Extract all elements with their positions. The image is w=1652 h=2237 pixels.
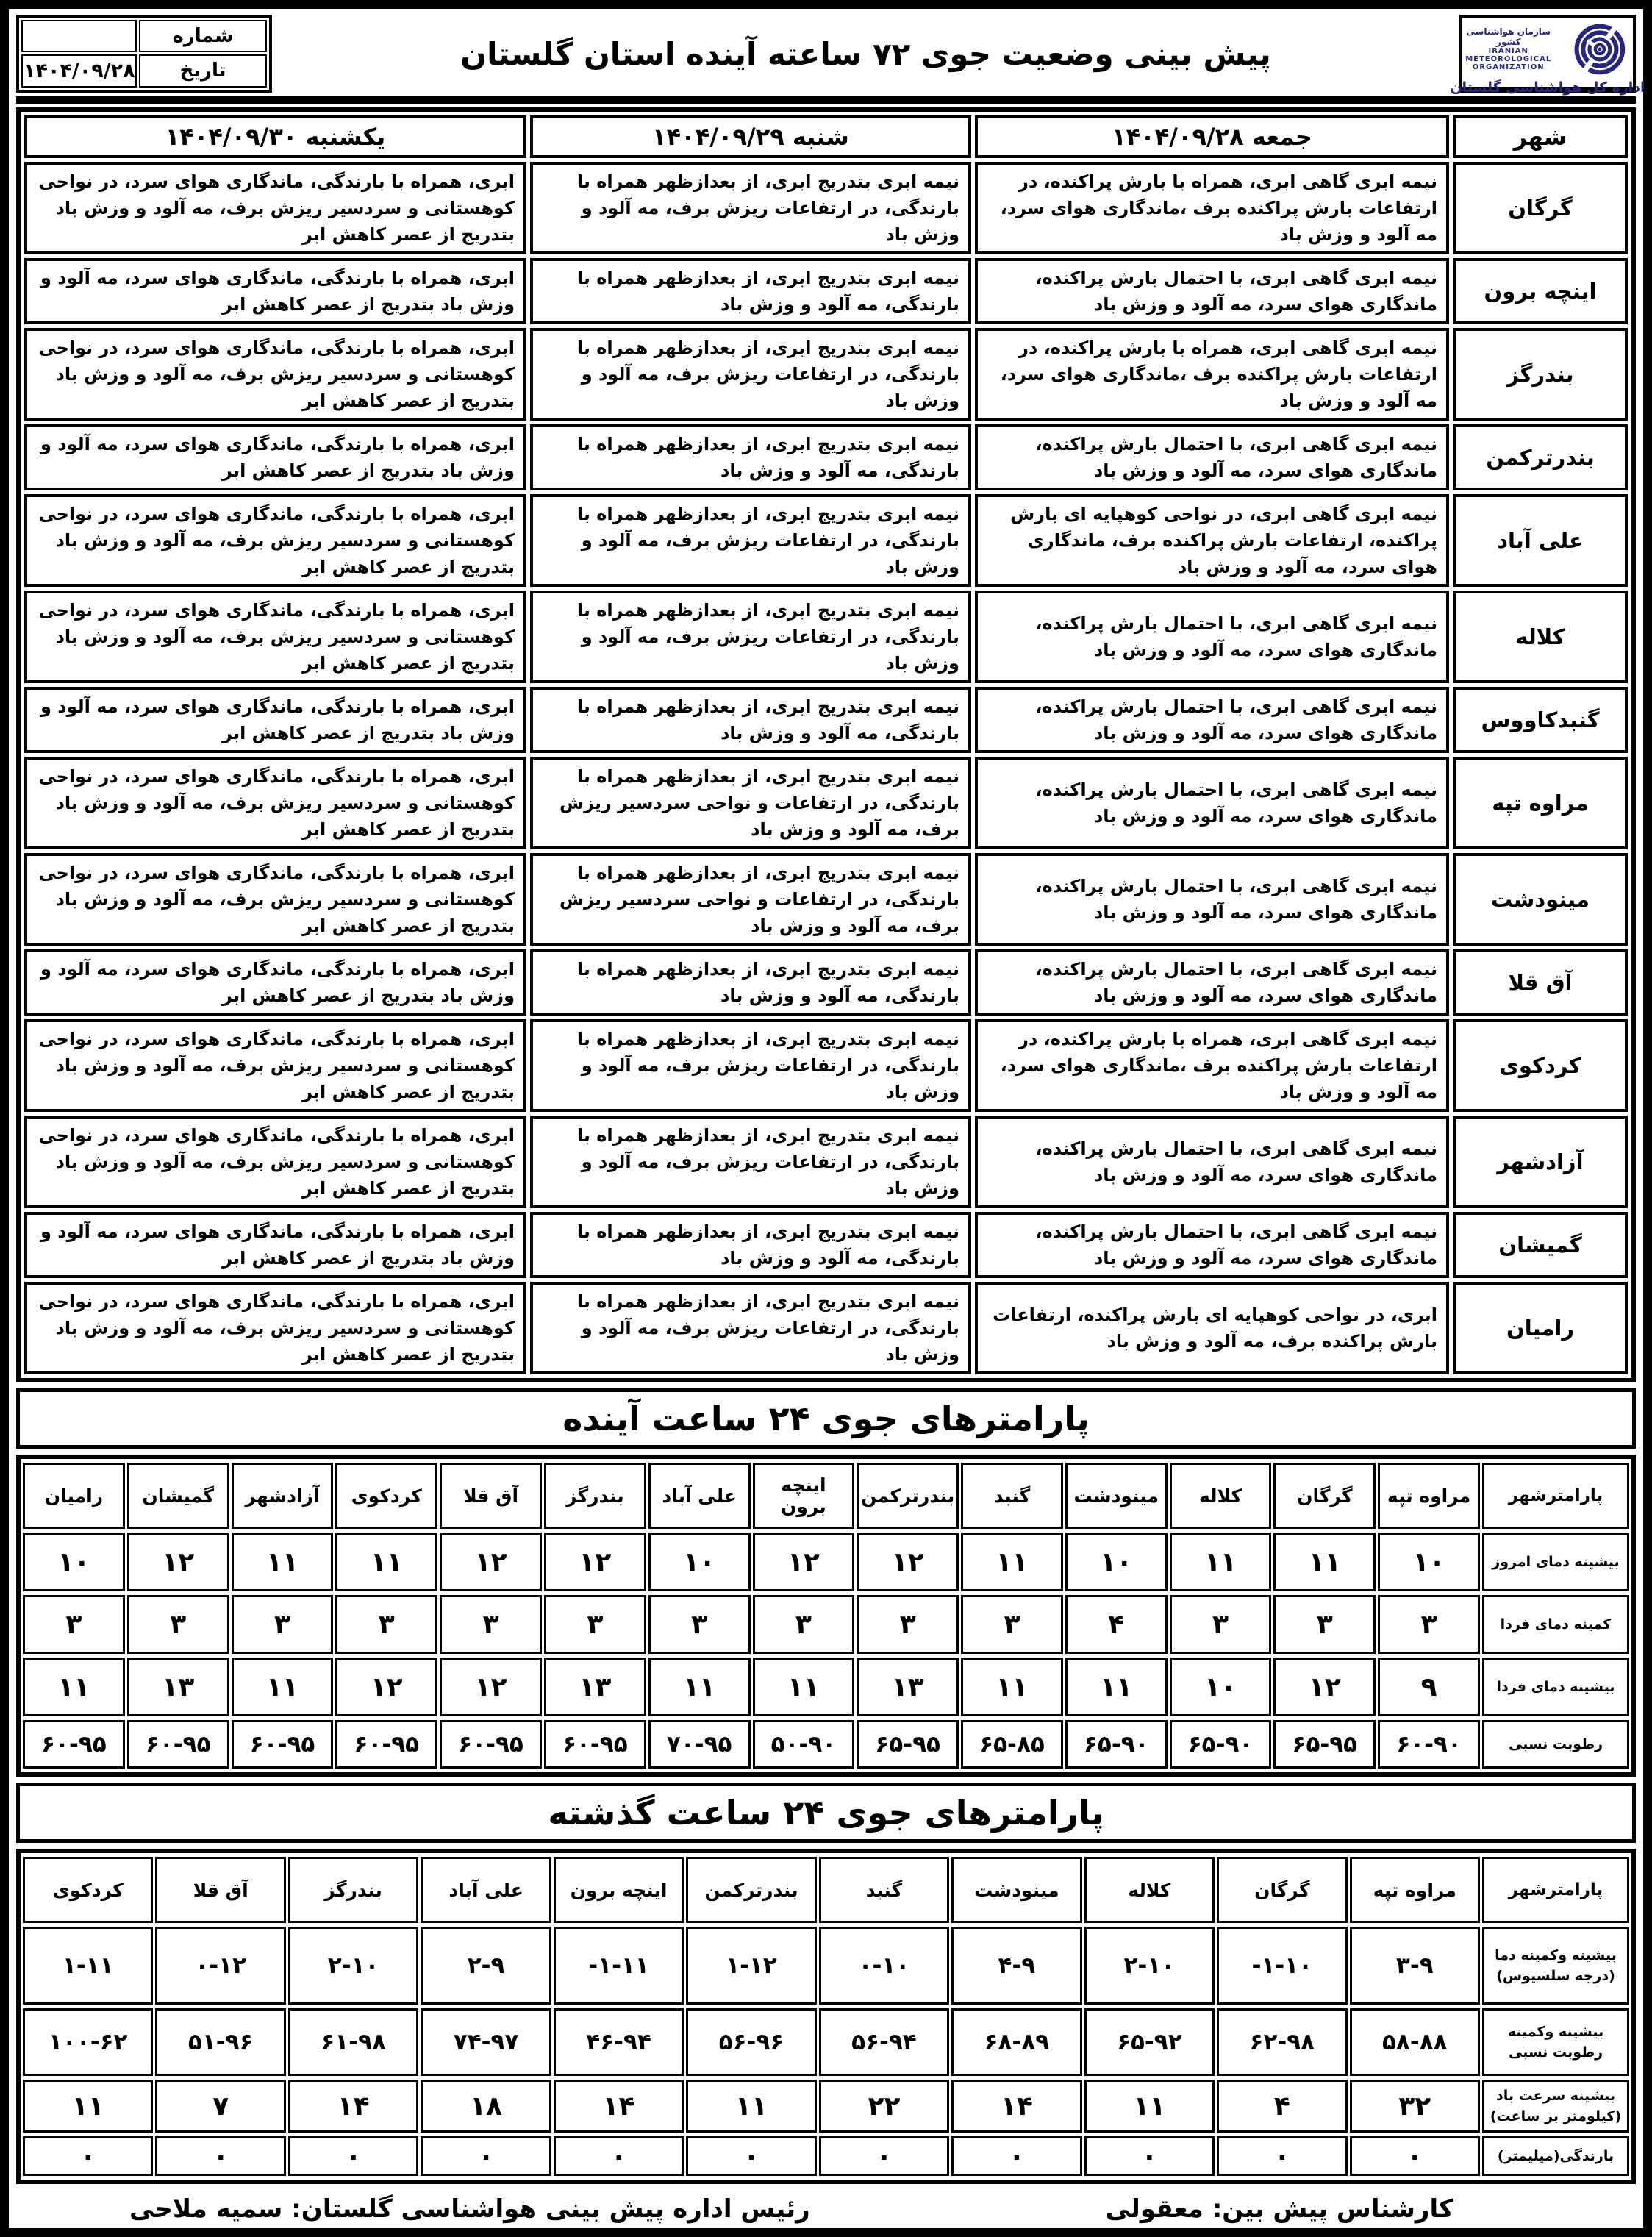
forecast-cell-friday: نیمه ابری گاهی ابری، با احتمال بارش پراکنده، ماندگاری هوای سرد، مه آلود و وزش باد (975, 853, 1449, 946)
params-value: ۴۶-۹۴ (554, 2008, 684, 2076)
city-column-header: شهر (1453, 115, 1628, 158)
params-value: ۱۲ (335, 1658, 437, 1716)
params-value: ۶۲-۹۸ (1217, 2008, 1347, 2076)
logo-row (1459, 19, 1635, 79)
logo-fa-text: سازمان هواشناسی کشور (1466, 26, 1551, 47)
day-header-friday: جمعه ۱۴۰۴/۰۹/۲۸ (975, 115, 1449, 158)
params-value: ۱۰۰-۶۲ (23, 2008, 153, 2076)
params-value: ۱۱ (648, 1658, 751, 1716)
forecast-cell-sunday: ابری، همراه با بارندگی، ماندگاری هوای سرد، در نواحی کوهستانی و سردسیر ریزش برف، مه آلود و وزش باد بتدریج از عصر کاهش ابر (24, 1116, 526, 1208)
params-value: ۶۵-۹۵ (857, 1720, 959, 1769)
forecast-row (24, 258, 1628, 324)
city-name: بندرترکمن (1453, 424, 1628, 490)
forecast-cell-saturday: نیمه ابری بتدریج ابری، از بعدازظهر همراه با بارندگی، در ارتفاعات ریزش برف، مه آلود و وزش باد (530, 1282, 971, 1374)
params-value: ۶۰-۹۵ (335, 1720, 437, 1769)
params-value: ۴-۹ (951, 1927, 1081, 2005)
forecast-row (24, 949, 1628, 1016)
params-value: ۳-۹ (1350, 1927, 1480, 2005)
params-city-header: مراوه تپه (1350, 1857, 1480, 1923)
params-value: ۳ (440, 1595, 542, 1654)
params-city-header: گنبد (819, 1857, 949, 1923)
city-name: بندرگز (1453, 328, 1628, 421)
params-value: ۱۱ (232, 1533, 334, 1591)
date-row (21, 54, 267, 88)
forecast-cell-friday: نیمه ابری گاهی ابری، با احتمال بارش پراکنده، ماندگاری هوای سرد، مه آلود و وزش باد (975, 258, 1449, 324)
params-value: ۱۲ (857, 1533, 959, 1591)
params-row (23, 2008, 1629, 2076)
params-value: ۶۰-۹۵ (23, 1720, 125, 1769)
params-value: ۱۰ (1065, 1533, 1168, 1591)
forecast-row (24, 494, 1628, 587)
params-value: ۶۸-۸۹ (951, 2008, 1081, 2076)
forecast-cell-saturday: نیمه ابری بتدریج ابری، از بعدازظهر همراه با بارندگی، مه آلود و وزش باد (530, 258, 971, 324)
forecast-cell-sunday: ابری، همراه با بارندگی، ماندگاری هوای سرد، مه آلود و وزش باد بتدریج از عصر کاهش ابر (24, 258, 526, 324)
forecast-cell-friday: ابری، در نواحی کوهپایه ای بارش پراکنده، ارتفاعات بارش پراکنده برف، مه آلود و وزش باد (975, 1282, 1449, 1374)
params-value: ۱۴ (554, 2080, 684, 2133)
params-value: ۱-۱۱ (23, 1927, 153, 2005)
params-city-header: آق قلا (440, 1463, 542, 1529)
params-value: ۰ (819, 2136, 949, 2176)
params-value: ۳ (1170, 1595, 1272, 1654)
params-header-row (23, 1857, 1629, 1923)
params-value: ۵۶-۹۴ (819, 2008, 949, 2076)
params-city-header: اینچه برون (554, 1857, 684, 1923)
params-value: ۳ (857, 1595, 959, 1654)
params-value: ۳ (648, 1595, 751, 1654)
forecast-cell-sunday: ابری، همراه با بارندگی، ماندگاری هوای سرد، مه آلود و وزش باد بتدریج از عصر کاهش ابر (24, 687, 526, 753)
params-value: ۱-۱۲ (686, 1927, 816, 2005)
forecast-cell-saturday: نیمه ابری بتدریج ابری، از بعدازظهر همراه با بارندگی، در ارتفاعات ریزش برف، مه آلود و وزش باد (530, 162, 971, 254)
params-value: ۴ (1065, 1595, 1168, 1654)
logo-box (1450, 15, 1645, 96)
forecast-row (24, 162, 1628, 254)
params-value: ۶۰-۹۵ (440, 1720, 542, 1769)
forecast-cell-sunday: ابری، همراه با بارندگی، ماندگاری هوای سرد، در نواحی کوهستانی و سردسیر ریزش برف، مه آلود و وزش باد بتدریج از عصر کاهش ابر (24, 494, 526, 587)
params-value: ۱۰ (648, 1533, 751, 1591)
forecast-cell-friday: نیمه ابری گاهی ابری، با احتمال بارش پراکنده، ماندگاری هوای سرد، مه آلود و وزش باد (975, 687, 1449, 753)
city-name: مینودشت (1453, 853, 1628, 946)
next24-section-title: پارامترهای جوی ۲۴ ساعت آینده (16, 1388, 1636, 1449)
params-row (23, 1533, 1629, 1591)
params-value: ۲۲ (819, 2080, 949, 2133)
params-row (23, 1595, 1629, 1654)
params-corner-header: پارامترشهر (1482, 1857, 1629, 1923)
params-value: ۰ (1350, 2136, 1480, 2176)
forecast-cell-sunday: ابری، همراه با بارندگی، ماندگاری هوای سرد، در نواحی کوهستانی و سردسیر ریزش برف، مه آلود و وزش باد بتدریج از عصر کاهش ابر (24, 591, 526, 683)
city-name: کلاله (1453, 591, 1628, 683)
params-row (23, 1927, 1629, 2005)
params-row (23, 2136, 1629, 2176)
params-value: ۳ (1273, 1595, 1376, 1654)
params-value: ۵۱-۹۶ (155, 2008, 285, 2076)
forecast-cell-friday: نیمه ابری گاهی ابری، همراه با بارش پراکنده، در ارتفاعات بارش پراکنده برف ،ماندگاری هوای سرد، مه آلود و وزش باد (975, 162, 1449, 254)
params-value: ۶۰-۹۵ (127, 1720, 229, 1769)
params-value: ۱۲ (1273, 1658, 1376, 1716)
forecast-row (24, 687, 1628, 753)
params-value: ۱۱ (686, 2080, 816, 2133)
city-name: گرگان (1453, 162, 1628, 254)
city-name: رامیان (1453, 1282, 1628, 1374)
params-value: ۱۰ (23, 1533, 125, 1591)
forecast-cell-saturday: نیمه ابری بتدریج ابری، از بعدازظهر همراه با بارندگی، در ارتفاعات و نواحی سردسیر ریزش برف، مه آلود و وزش باد (530, 757, 971, 849)
forecast-cell-friday: نیمه ابری گاهی ابری، همراه با بارش پراکنده، در ارتفاعات بارش پراکنده برف ،ماندگاری هوای سرد، مه آلود و وزش باد (975, 328, 1449, 421)
logo-en-line2: METEOROLOGICAL (1465, 54, 1552, 63)
city-name: علی آباد (1453, 494, 1628, 587)
forecast-cell-friday: نیمه ابری گاهی ابری، با احتمال بارش پراکنده، ماندگاری هوای سرد، مه آلود و وزش باد (975, 757, 1449, 849)
params-value: ۰ (421, 2136, 551, 2176)
params-value: ۳۲ (1350, 2080, 1480, 2133)
params-value: ۱۲ (127, 1533, 229, 1591)
logo-en-line1: IRANIAN (1488, 46, 1528, 55)
params-value: ۰-۱۲ (155, 1927, 285, 2005)
params-value: ۱۱ (232, 1658, 334, 1716)
params-value: ۲-۹ (421, 1927, 551, 2005)
params-value: ۱۱ (1170, 1533, 1272, 1591)
forecast-table (16, 107, 1636, 1382)
number-row (21, 20, 267, 52)
params-value: ۳ (232, 1595, 334, 1654)
forecast-row (24, 1019, 1628, 1112)
params-value: ۶۱-۹۸ (288, 2008, 418, 2076)
params-city-header: کلاله (1084, 1857, 1215, 1923)
params-city-header: گمیشان (127, 1463, 229, 1529)
params-city-header: گنبد (961, 1463, 1063, 1529)
number-label: شماره (139, 20, 267, 52)
next24-table (16, 1455, 1636, 1777)
separator-band (16, 96, 1636, 104)
params-value: ۰ (554, 2136, 684, 2176)
forecast-cell-sunday: ابری، همراه با بارندگی، ماندگاری هوای سرد، در نواحی کوهستانی و سردسیر ریزش برف، مه آلود و وزش باد بتدریج از عصر کاهش ابر (24, 757, 526, 849)
params-city-header: آق قلا (155, 1857, 285, 1923)
params-row-label: بیشینه وکمینه رطوبت نسبی (1482, 2008, 1629, 2076)
params-value: ۱۱ (961, 1658, 1063, 1716)
params-city-header: کردکوی (335, 1463, 437, 1529)
params-value: ۰ (288, 2136, 418, 2176)
forecast-cell-sunday: ابری، همراه با بارندگی، ماندگاری هوای سرد، مه آلود و وزش باد بتدریج از عصر کاهش ابر (24, 949, 526, 1016)
params-value: ۷ (155, 2080, 285, 2133)
params-city-header: گرگان (1217, 1857, 1347, 1923)
params-value: ۱۲ (440, 1658, 542, 1716)
city-name: گمیشان (1453, 1212, 1628, 1278)
header-bar (16, 15, 1645, 96)
forecast-cell-saturday: نیمه ابری بتدریج ابری، از بعدازظهر همراه با بارندگی، در ارتفاعات ریزش برف، مه آلود و وزش باد (530, 494, 971, 587)
params-value: ۱۱ (961, 1533, 1063, 1591)
forecast-cell-saturday: نیمه ابری بتدریج ابری، از بعدازظهر همراه با بارندگی، مه آلود و وزش باد (530, 424, 971, 490)
params-value: ۰-۱۰ (819, 1927, 949, 2005)
params-value: ۶۵-۹۲ (1084, 2008, 1215, 2076)
date-label: تاریخ (139, 54, 267, 88)
params-city-header: کردکوی (23, 1857, 153, 1923)
params-value: ۳ (544, 1595, 646, 1654)
params-corner-header: پارامترشهر (1482, 1463, 1629, 1529)
day-header-sunday: یکشنبه ۱۴۰۴/۰۹/۳۰ (24, 115, 526, 158)
params-city-header: گرگان (1273, 1463, 1376, 1529)
footer (16, 2194, 1636, 2224)
params-row-label: بیشینه سرعت باد (کیلومتر بر ساعت) (1482, 2080, 1629, 2133)
forecast-cell-friday: نیمه ابری گاهی ابری، با احتمال بارش پراکنده، ماندگاری هوای سرد، مه آلود و وزش باد (975, 1212, 1449, 1278)
met-org-spiral-icon (1560, 19, 1636, 79)
forecast-cell-saturday: نیمه ابری بتدریج ابری، از بعدازظهر همراه با بارندگی، مه آلود و وزش باد (530, 949, 971, 1016)
params-value: ۳ (961, 1595, 1063, 1654)
forecast-cell-friday: نیمه ابری گاهی ابری، با احتمال بارش پراکنده، ماندگاری هوای سرد، مه آلود و وزش باد (975, 1116, 1449, 1208)
forecast-cell-friday: نیمه ابری گاهی ابری، با احتمال بارش پراکنده، ماندگاری هوای سرد، مه آلود و وزش باد (975, 424, 1449, 490)
past24-section-title: پارامترهای جوی ۲۴ ساعت گذشته (16, 1783, 1636, 1843)
params-value: ۶۰-۹۵ (544, 1720, 646, 1769)
params-value: ۰ (155, 2136, 285, 2176)
forecast-cell-saturday: نیمه ابری بتدریج ابری، از بعدازظهر همراه با بارندگی، مه آلود و وزش باد (530, 1212, 971, 1278)
params-value: ۵۶-۹۶ (686, 2008, 816, 2076)
params-value: ۱۱ (23, 1658, 125, 1716)
params-value: ۳ (1378, 1595, 1480, 1654)
params-value: ۴ (1217, 2080, 1347, 2133)
forecast-cell-sunday: ابری، همراه با بارندگی، ماندگاری هوای سرد، در نواحی کوهستانی و سردسیر ریزش برف، مه آلود و وزش باد بتدریج از عصر کاهش ابر (24, 1282, 526, 1374)
params-value: ۱۴ (951, 2080, 1081, 2133)
params-value: ۱۱ (335, 1533, 437, 1591)
head-signature: رئیس اداره پیش بینی هواشناسی گلستان: سمیه ملاحی (129, 2194, 810, 2224)
params-value: ۳ (127, 1595, 229, 1654)
params-value: ۱۰ (1378, 1533, 1480, 1591)
past24-table (16, 1849, 1636, 2184)
forecast-cell-saturday: نیمه ابری بتدریج ابری، از بعدازظهر همراه با بارندگی، در ارتفاعات ریزش برف، مه آلود و وزش باد (530, 328, 971, 421)
city-name: کردکوی (1453, 1019, 1628, 1112)
number-date-table (16, 15, 272, 93)
page-title: پیش بینی وضعیت جوی ۷۲ ساعته آینده استان گلستان (460, 35, 1271, 72)
params-row-label: بارندگی(میلیمتر) (1482, 2136, 1629, 2176)
params-value: -۱-۱۰ (1217, 1927, 1347, 2005)
forecast-cell-saturday: نیمه ابری بتدریج ابری، از بعدازظهر همراه با بارندگی، در ارتفاعات ریزش برف، مه آلود و وزش باد (530, 1116, 971, 1208)
forecast-cell-saturday: نیمه ابری بتدریج ابری، از بعدازظهر همراه با بارندگی، مه آلود و وزش باد (530, 687, 971, 753)
city-name: آق قلا (1453, 949, 1628, 1016)
params-value: -۱-۱۱ (554, 1927, 684, 2005)
forecast-cell-saturday: نیمه ابری بتدریج ابری، از بعدازظهر همراه با بارندگی، در ارتفاعات و نواحی سردسیر ریزش برف، مه آلود و وزش باد (530, 853, 971, 946)
params-value: ۶۵-۹۰ (1170, 1720, 1272, 1769)
forecast-cell-sunday: ابری، همراه با بارندگی، ماندگاری هوای سرد، در نواحی کوهستانی و سردسیر ریزش برف، مه آلود و وزش باد بتدریج از عصر کاهش ابر (24, 162, 526, 254)
forecast-header-row (24, 115, 1628, 158)
params-value: ۱۱ (1065, 1658, 1168, 1716)
params-value: ۱۳ (857, 1658, 959, 1716)
forecast-row (24, 853, 1628, 946)
params-city-header: رامیان (23, 1463, 125, 1529)
forecast-row (24, 328, 1628, 421)
forecast-row (24, 591, 1628, 683)
params-value: ۱۱ (1273, 1533, 1376, 1591)
forecast-row (24, 1282, 1628, 1374)
params-value: ۳ (753, 1595, 855, 1654)
params-value: ۱۱ (1084, 2080, 1215, 2133)
params-value: ۱۱ (23, 2080, 153, 2133)
forecast-cell-friday: نیمه ابری گاهی ابری، همراه با بارش پراکنده، در ارتفاعات بارش پراکنده برف ،ماندگاری هوای سرد، مه آلود و وزش باد (975, 1019, 1449, 1112)
params-city-header: مینودشت (951, 1857, 1081, 1923)
logo-en-line3: ORGANIZATION (1472, 63, 1545, 71)
params-value: ۰ (686, 2136, 816, 2176)
params-value: ۲-۱۰ (288, 1927, 418, 2005)
params-value: ۱۳ (544, 1658, 646, 1716)
params-city-header: بندرگز (544, 1463, 646, 1529)
params-value: ۱۸ (421, 2080, 551, 2133)
params-value: ۶۵-۸۵ (961, 1720, 1063, 1769)
number-value (21, 20, 137, 52)
forecast-cell-friday: نیمه ابری گاهی ابری، در نواحی کوهپایه ای بارش پراکنده، ارتفاعات بارش پراکنده برف، ماندگاری هوای سرد، مه آلود و وزش باد (975, 494, 1449, 587)
params-value: ۶۵-۹۵ (1273, 1720, 1376, 1769)
params-value: ۷۰-۹۵ (648, 1720, 751, 1769)
params-row-label: بیشینه وکمینه دما (درجه سلسیوس) (1482, 1927, 1629, 2005)
params-value: ۷۴-۹۷ (421, 2008, 551, 2076)
forecast-cell-saturday: نیمه ابری بتدریج ابری، از بعدازظهر همراه با بارندگی، در ارتفاعات ریزش برف، مه آلود و وزش باد (530, 1019, 971, 1112)
forecast-cell-sunday: ابری، همراه با بارندگی، ماندگاری هوای سرد، در نواحی کوهستانی و سردسیر ریزش برف، مه آلود و وزش باد بتدریج از عصر کاهش ابر (24, 328, 526, 421)
forecast-cell-saturday: نیمه ابری بتدریج ابری، از بعدازظهر همراه با بارندگی، در ارتفاعات ریزش برف، مه آلود و وزش باد (530, 591, 971, 683)
params-city-header: آزادشهر (232, 1463, 334, 1529)
params-row-label: بیشینه دمای فردا (1482, 1658, 1629, 1716)
params-row (23, 2080, 1629, 2133)
params-city-header: بندرترکمن (857, 1463, 959, 1529)
day-header-saturday: شنبه ۱۴۰۴/۰۹/۲۹ (530, 115, 971, 158)
forecast-row (24, 757, 1628, 849)
params-row (23, 1658, 1629, 1716)
date-value: ۱۴۰۴/۰۹/۲۸ (21, 54, 137, 88)
logo-words (1459, 27, 1557, 71)
forecast-cell-sunday: ابری، همراه با بارندگی، ماندگاری هوای سرد، در نواحی کوهستانی و سردسیر ریزش برف، مه آلود و وزش باد بتدریج از عصر کاهش ابر (24, 853, 526, 946)
params-value: ۶۵-۹۰ (1065, 1720, 1168, 1769)
logo-caption: اداره کل هواشناسی گلستان (1450, 79, 1645, 96)
params-header-row (23, 1463, 1629, 1529)
params-value: ۰ (1217, 2136, 1347, 2176)
params-row-label: بیشینه دمای امروز (1482, 1533, 1629, 1591)
params-value: ۰ (23, 2136, 153, 2176)
params-value: ۰ (1084, 2136, 1215, 2176)
params-city-header: بندرترکمن (686, 1857, 816, 1923)
params-value: ۳ (335, 1595, 437, 1654)
city-name: مراوه تپه (1453, 757, 1628, 849)
params-value: ۹ (1378, 1658, 1480, 1716)
params-value: ۱۰ (1170, 1658, 1272, 1716)
params-value: ۶۰-۹۵ (232, 1720, 334, 1769)
params-value: ۶۰-۹۰ (1378, 1720, 1480, 1769)
params-city-header: مراوه تپه (1378, 1463, 1480, 1529)
params-row-label: کمینه دمای فردا (1482, 1595, 1629, 1654)
params-value: ۱۲ (544, 1533, 646, 1591)
params-city-header: علی آباد (421, 1857, 551, 1923)
params-value: ۳ (23, 1595, 125, 1654)
city-name: اینچه برون (1453, 258, 1628, 324)
forecast-row (24, 1212, 1628, 1278)
params-value: ۲-۱۰ (1084, 1927, 1215, 2005)
params-row-label: رطوبت نسبی (1482, 1720, 1629, 1769)
forecast-cell-sunday: ابری، همراه با بارندگی، ماندگاری هوای سرد، مه آلود و وزش باد بتدریج از عصر کاهش ابر (24, 424, 526, 490)
forecast-cell-friday: نیمه ابری گاهی ابری، با احتمال بارش پراکنده، ماندگاری هوای سرد، مه آلود و وزش باد (975, 591, 1449, 683)
params-value: ۱۴ (288, 2080, 418, 2133)
city-name: گنبدکاووس (1453, 687, 1628, 753)
params-city-header: بندرگز (288, 1857, 418, 1923)
params-city-header: مینودشت (1065, 1463, 1168, 1529)
forecast-cell-sunday: ابری، همراه با بارندگی، ماندگاری هوای سرد، در نواحی کوهستانی و سردسیر ریزش برف، مه آلود و وزش باد بتدریج از عصر کاهش ابر (24, 1019, 526, 1112)
params-value: ۱۳ (127, 1658, 229, 1716)
params-value: ۵۰-۹۰ (753, 1720, 855, 1769)
params-city-header: اینچه برون (753, 1463, 855, 1529)
forecast-row (24, 1116, 1628, 1208)
params-value: ۱۲ (753, 1533, 855, 1591)
params-value: ۰ (951, 2136, 1081, 2176)
params-value: ۱۲ (440, 1533, 542, 1591)
params-city-header: علی آباد (648, 1463, 751, 1529)
params-row (23, 1720, 1629, 1769)
params-value: ۵۸-۸۸ (1350, 2008, 1480, 2076)
forecaster-signature: کارشناس پیش بین: معقولی (1105, 2194, 1454, 2224)
city-name: آزادشهر (1453, 1116, 1628, 1208)
forecast-row (24, 424, 1628, 490)
params-city-header: کلاله (1170, 1463, 1272, 1529)
forecast-cell-friday: نیمه ابری گاهی ابری، با احتمال بارش پراکنده، ماندگاری هوای سرد، مه آلود و وزش باد (975, 949, 1449, 1016)
params-value: ۱۱ (753, 1658, 855, 1716)
forecast-cell-sunday: ابری، همراه با بارندگی، ماندگاری هوای سرد، مه آلود و وزش باد بتدریج از عصر کاهش ابر (24, 1212, 526, 1278)
